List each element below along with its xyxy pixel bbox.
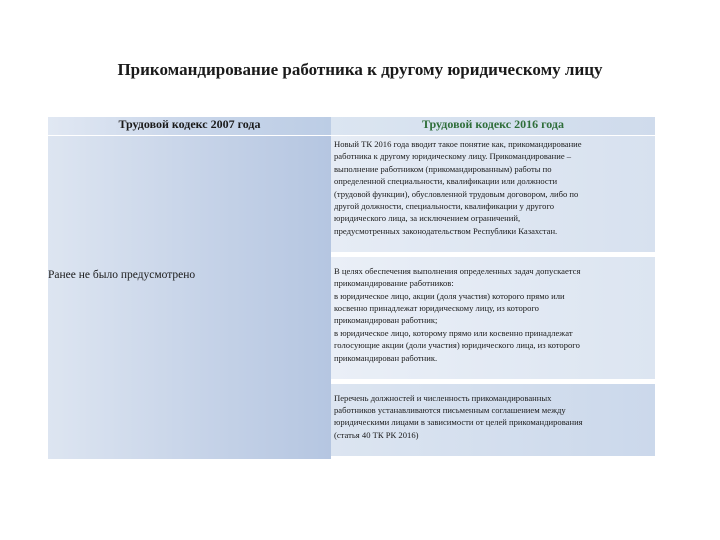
right-cell-purposes: В целях обеспечения выполнения определенных задач допускается прикомандирование работников: в юридическое лицо, акции (доля участия) которого прямо или косвенно принадлежат юридическому лицу, из которого прикомандирован работник; в юридическое лицо, которому прямо или косвенно принадлежат голосующие акции (доли участия) юридического лица, из которого прикомандирован работник. — [331, 257, 655, 380]
left-cell — [48, 136, 331, 460]
left-cell-text: Ранее не было предусмотрено — [48, 269, 196, 281]
right-cell-2-wrap — [331, 257, 655, 384]
table-row — [48, 136, 655, 257]
table-header-row — [48, 117, 655, 136]
header-tk-2007: Трудовой кодекс 2007 года — [48, 117, 331, 136]
right-cell-3-wrap — [331, 384, 655, 459]
header-tk-2016: Трудовой кодекс 2016 года — [331, 117, 655, 136]
comparison-table — [48, 117, 655, 459]
page-title: Прикомандирование работника к другому юридическому лицу — [117, 60, 603, 79]
right-cell-definition: Новый ТК 2016 года вводит такое понятие как, прикомандирование работника к другому юридическому лицу. Прикомандирование – выполнение работником (прикомандированным) работы по определенной специальности, квалификации или должности (трудовой функции), обусловленной трудовым договором, либо по другой должности, специальности, квалификации у другого юридического лица, за исключением ограничений, предусмотренных законодательством Республики Казахстан. — [331, 136, 655, 253]
right-cell-agreement: Перечень должностей и численность прикомандированных работников устанавливаются письменным соглашением между юридическими лицами в зависимости от целей прикомандирования (статья 40 ТК РК 2016) — [331, 384, 655, 457]
right-cell-1-wrap — [331, 136, 655, 257]
